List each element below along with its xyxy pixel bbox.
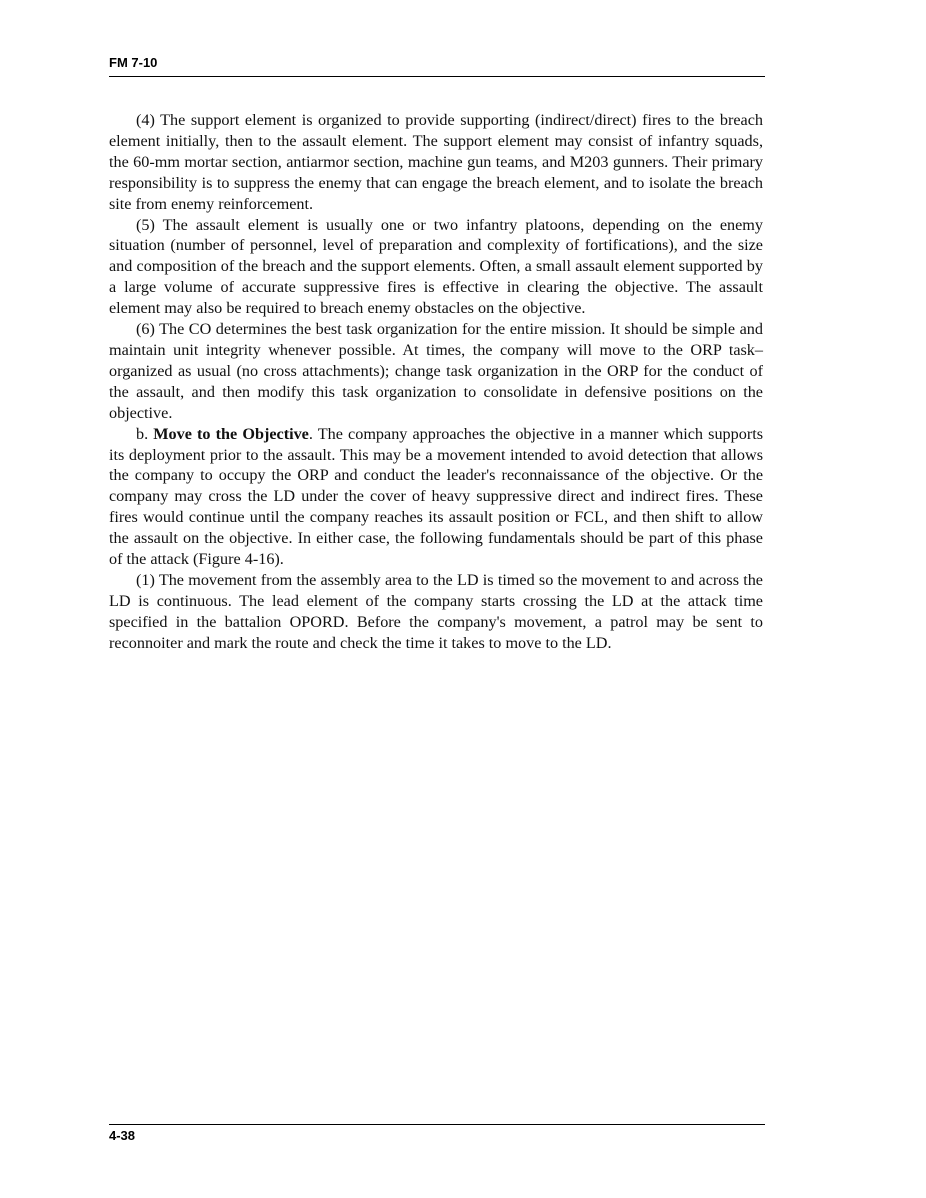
paragraph-4 xyxy=(109,110,763,215)
paragraph-heading: Move to the Objective xyxy=(153,424,309,443)
paragraph-1 xyxy=(109,570,763,654)
manual-id: FM 7-10 xyxy=(109,55,158,70)
page-number: 4-38 xyxy=(109,1128,136,1143)
paragraph-label: (1) xyxy=(136,570,155,589)
paragraph-text: The support element is organized to provide supporting (indirect/direct) fires to the breach element initially, then to the assault element. The support element may consist of infantry squads, the 60-mm mortar section, antiarmor section, machine gun teams, and M203 gunners. Their primary responsibility is to suppress the enemy that can engage the breach element, and to isolate the breach site from enemy reinforcement. xyxy=(109,111,763,213)
paragraph-label: (6) xyxy=(136,320,155,339)
paragraph-text: The CO determines the best task organization for the entire mission. It should be simple and maintain unit integrity whenever possible. At times, the company will move to the ORP task–organized as usual (no cross attachments); change task organization in the ORP for the conduct of the assault, and then modify this task organization to consolidate in defensive positions on the objective. xyxy=(109,320,763,422)
paragraph-text: . The company approaches the objective in a manner which supports its deployment prior to the assault. This may be a movement intended to avoid detection that allows the company to occupy the ORP and conduct the leader's reconnaissance of the objective. Or the company may cross the LD under the cover of heavy suppressive direct and indirect fires. These fires would continue until the company reaches its assault position or FCL, and then shift to allow the assault on the objective. In either case, the following fundamentals should be part of this phase of the attack (Figure 4-16). xyxy=(109,424,764,569)
paragraph-b-move-to-objective xyxy=(109,424,763,570)
page-footer xyxy=(109,1124,765,1143)
paragraph-label: (5) xyxy=(136,215,155,234)
page-header xyxy=(109,56,765,77)
paragraph-label: b. xyxy=(136,424,149,443)
paragraph-text: The movement from the assembly area to the LD is timed so the movement to and across the LD is continuous. The lead element of the company starts crossing the LD at the attack time specified in the battalion OPORD. Before the company's movement, a patrol may be sent to reconnoiter and mark the route and check the time it takes to move to the LD. xyxy=(109,570,763,652)
body-text xyxy=(109,110,763,654)
paragraph-label: (4) xyxy=(136,111,155,129)
paragraph-5 xyxy=(109,215,763,320)
paragraph-text: The assault element is usually one or two infantry platoons, depending on the enemy situation (number of personnel, level of preparation and complexity of fortifications), and the size and composition of the breach and the support elements. Often, a small assault element supported by a large volume of accurate suppressive fires is effective in clearing the objective. The assault element may also be required to breach enemy obstacles on the objective. xyxy=(109,215,763,318)
paragraph-6 xyxy=(109,319,763,424)
